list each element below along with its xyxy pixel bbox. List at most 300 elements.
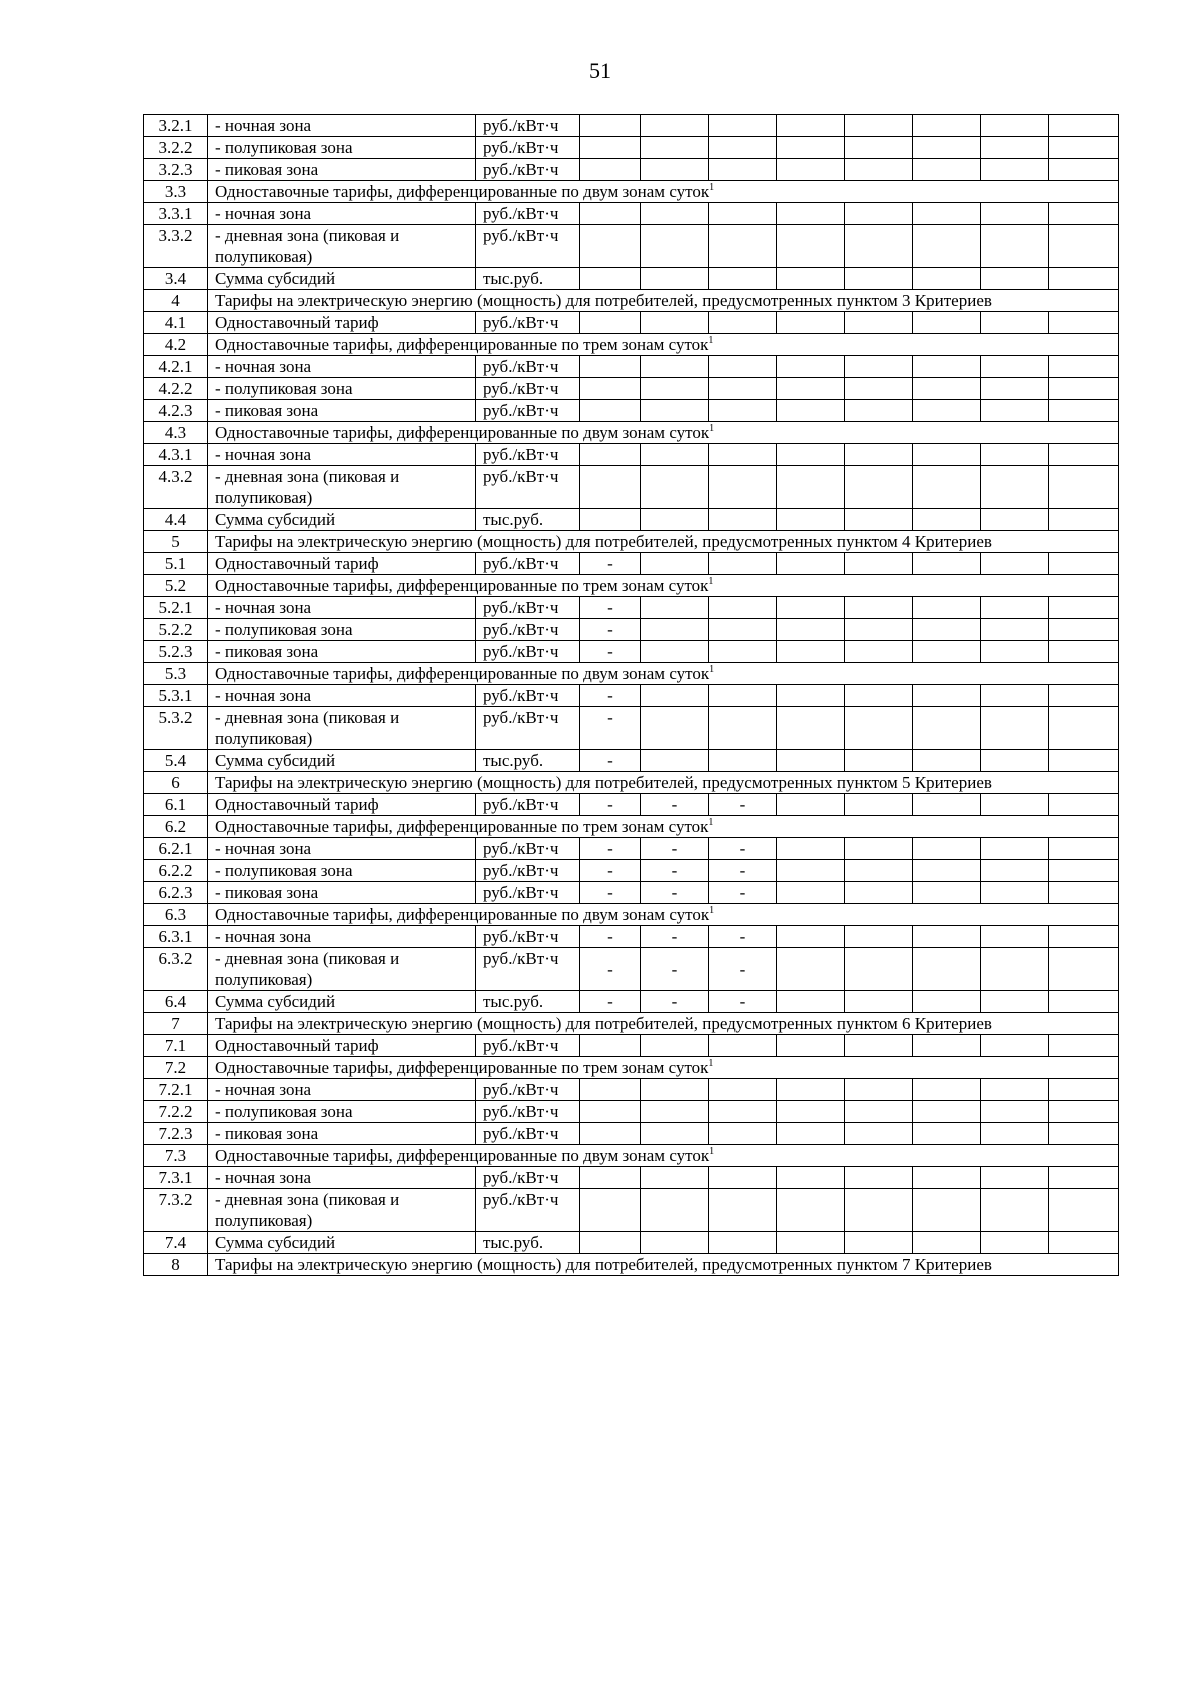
value-cell: -: [580, 838, 641, 860]
value-cell: [913, 991, 981, 1013]
row-label: - дневная зона (пиковая и полупиковая): [208, 466, 476, 509]
table-row: [144, 641, 1119, 663]
value-cell: [913, 948, 981, 991]
section-heading: [208, 422, 1119, 444]
table-row: [144, 159, 1119, 181]
value-cell: -: [580, 597, 641, 619]
row-number: 8: [144, 1254, 208, 1276]
value-cell: [981, 948, 1049, 991]
table-row: [144, 137, 1119, 159]
row-number: 3.4: [144, 268, 208, 290]
value-cell: [1049, 685, 1119, 707]
value-cell: [777, 882, 845, 904]
value-cell: -: [580, 794, 641, 816]
value-cell: -: [641, 991, 709, 1013]
value-cell: [777, 509, 845, 531]
value-cell: -: [580, 619, 641, 641]
value-cell: [641, 1035, 709, 1057]
table-row: [144, 663, 1119, 685]
value-cell: [777, 400, 845, 422]
row-label: - дневная зона (пиковая и полупиковая): [208, 707, 476, 750]
table-row: [144, 444, 1119, 466]
value-cell: [709, 707, 777, 750]
value-cell: [913, 378, 981, 400]
value-cell: -: [709, 926, 777, 948]
value-cell: [1049, 707, 1119, 750]
value-cell: [1049, 1123, 1119, 1145]
value-cell: [709, 378, 777, 400]
value-cell: [845, 1123, 913, 1145]
row-unit: тыс.руб.: [476, 750, 580, 772]
value-cell: [845, 509, 913, 531]
row-label: - ночная зона: [208, 203, 476, 225]
row-number: 7.1: [144, 1035, 208, 1057]
value-cell: [1049, 1035, 1119, 1057]
row-number: 7: [144, 1013, 208, 1035]
value-cell: [981, 991, 1049, 1013]
value-cell: [913, 838, 981, 860]
table-row: [144, 1057, 1119, 1079]
value-cell: [709, 312, 777, 334]
value-cell: [981, 137, 1049, 159]
table-row: [144, 1189, 1119, 1232]
row-label: - ночная зона: [208, 1167, 476, 1189]
value-cell: [777, 356, 845, 378]
value-cell: [845, 356, 913, 378]
row-unit: руб./кВт·ч: [476, 882, 580, 904]
value-cell: [777, 685, 845, 707]
value-cell: [981, 1232, 1049, 1254]
table-row: [144, 466, 1119, 509]
row-number: 5.2: [144, 575, 208, 597]
table-row: [144, 1145, 1119, 1167]
value-cell: [1049, 1189, 1119, 1232]
row-label: - ночная зона: [208, 1079, 476, 1101]
value-cell: [981, 685, 1049, 707]
value-cell: [845, 750, 913, 772]
value-cell: [709, 597, 777, 619]
section-heading-text: Тарифы на электрическую энергию (мощность) для потребителей, предусмотренных пунктом 4 Критериев: [215, 532, 992, 551]
value-cell: -: [580, 641, 641, 663]
row-unit: руб./кВт·ч: [476, 948, 580, 991]
value-cell: [709, 553, 777, 575]
value-cell: [913, 268, 981, 290]
value-cell: [913, 860, 981, 882]
row-number: 5.2.1: [144, 597, 208, 619]
value-cell: [1049, 597, 1119, 619]
value-cell: [777, 466, 845, 509]
value-cell: [845, 400, 913, 422]
table-row: [144, 1013, 1119, 1035]
section-heading-text: Одноставочные тарифы, дифференцированные по трем зонам суток: [215, 1058, 709, 1077]
row-number: 6.2.1: [144, 838, 208, 860]
value-cell: [709, 137, 777, 159]
value-cell: [913, 1189, 981, 1232]
value-cell: [845, 991, 913, 1013]
section-heading-text: Одноставочные тарифы, дифференцированные по двум зонам суток: [215, 423, 710, 442]
row-number: 3.2.3: [144, 159, 208, 181]
row-number: 4.2: [144, 334, 208, 356]
row-number: 4.3: [144, 422, 208, 444]
value-cell: [580, 1035, 641, 1057]
section-heading: [208, 1057, 1119, 1079]
value-cell: -: [709, 794, 777, 816]
value-cell: -: [580, 553, 641, 575]
value-cell: [845, 203, 913, 225]
table-row: [144, 838, 1119, 860]
value-cell: [641, 707, 709, 750]
footnote-marker: 1: [708, 576, 714, 587]
row-number: 5.1: [144, 553, 208, 575]
value-cell: [1049, 926, 1119, 948]
value-cell: [709, 268, 777, 290]
value-cell: [580, 1232, 641, 1254]
value-cell: [845, 707, 913, 750]
value-cell: -: [580, 860, 641, 882]
table-row: [144, 268, 1119, 290]
value-cell: [1049, 312, 1119, 334]
value-cell: [845, 619, 913, 641]
table-row: [144, 1035, 1119, 1057]
value-cell: [580, 378, 641, 400]
value-cell: [981, 597, 1049, 619]
row-label: Одноставочный тариф: [208, 1035, 476, 1057]
table-row: [144, 991, 1119, 1013]
table-body: [144, 115, 1119, 1276]
value-cell: [981, 1035, 1049, 1057]
value-cell: [641, 1079, 709, 1101]
value-cell: [981, 1079, 1049, 1101]
row-label: - ночная зона: [208, 926, 476, 948]
value-cell: [580, 1101, 641, 1123]
section-heading: [208, 1254, 1119, 1276]
row-unit: руб./кВт·ч: [476, 1123, 580, 1145]
footnote-marker: 1: [709, 182, 715, 193]
row-label: - пиковая зона: [208, 641, 476, 663]
value-cell: -: [580, 882, 641, 904]
row-number: 5.3: [144, 663, 208, 685]
section-heading-text: Одноставочные тарифы, дифференцированные по двум зонам суток: [215, 664, 710, 683]
value-cell: [777, 115, 845, 137]
row-label: - пиковая зона: [208, 159, 476, 181]
value-cell: [913, 356, 981, 378]
row-number: 5.3.1: [144, 685, 208, 707]
section-heading-text: Тарифы на электрическую энергию (мощность) для потребителей, предусмотренных пунктом 6 Критериев: [215, 1014, 992, 1033]
value-cell: [1049, 115, 1119, 137]
value-cell: [709, 400, 777, 422]
row-number: 7.3: [144, 1145, 208, 1167]
value-cell: [913, 794, 981, 816]
value-cell: [777, 159, 845, 181]
row-number: 5.2.2: [144, 619, 208, 641]
row-label: Сумма субсидий: [208, 268, 476, 290]
value-cell: [913, 707, 981, 750]
row-number: 6.2.3: [144, 882, 208, 904]
row-unit: руб./кВт·ч: [476, 597, 580, 619]
row-number: 6.2.2: [144, 860, 208, 882]
value-cell: [913, 137, 981, 159]
value-cell: [709, 1232, 777, 1254]
value-cell: [1049, 991, 1119, 1013]
section-heading: [208, 334, 1119, 356]
row-label: - дневная зона (пиковая и полупиковая): [208, 1189, 476, 1232]
value-cell: [913, 641, 981, 663]
row-unit: тыс.руб.: [476, 509, 580, 531]
value-cell: [709, 750, 777, 772]
value-cell: -: [709, 838, 777, 860]
value-cell: [981, 225, 1049, 268]
value-cell: [981, 619, 1049, 641]
table-row: [144, 750, 1119, 772]
value-cell: [913, 882, 981, 904]
row-number: 3.3: [144, 181, 208, 203]
value-cell: -: [641, 948, 709, 991]
row-unit: руб./кВт·ч: [476, 860, 580, 882]
row-unit: руб./кВт·ч: [476, 312, 580, 334]
section-heading-text: Одноставочные тарифы, дифференцированные по двум зонам суток: [215, 905, 710, 924]
row-number: 3.2.2: [144, 137, 208, 159]
table-row: [144, 509, 1119, 531]
value-cell: [981, 1101, 1049, 1123]
value-cell: [1049, 948, 1119, 991]
row-unit: руб./кВт·ч: [476, 1079, 580, 1101]
value-cell: [641, 444, 709, 466]
table-row: [144, 290, 1119, 312]
value-cell: [913, 1232, 981, 1254]
value-cell: [981, 159, 1049, 181]
row-unit: тыс.руб.: [476, 1232, 580, 1254]
value-cell: [845, 466, 913, 509]
value-cell: [777, 948, 845, 991]
value-cell: [913, 619, 981, 641]
row-label: Одноставочный тариф: [208, 312, 476, 334]
value-cell: [981, 794, 1049, 816]
row-number: 5.4: [144, 750, 208, 772]
row-number: 6.4: [144, 991, 208, 1013]
row-unit: руб./кВт·ч: [476, 1167, 580, 1189]
value-cell: [777, 203, 845, 225]
value-cell: [845, 378, 913, 400]
row-label: - полупиковая зона: [208, 619, 476, 641]
page-number: 51: [589, 58, 611, 83]
tariff-table: [143, 114, 1119, 1276]
row-label: Сумма субсидий: [208, 750, 476, 772]
row-number: 4: [144, 290, 208, 312]
value-cell: [845, 225, 913, 268]
value-cell: [580, 312, 641, 334]
value-cell: [709, 1123, 777, 1145]
footnote-marker: 1: [708, 1058, 714, 1069]
value-cell: [777, 926, 845, 948]
value-cell: [580, 356, 641, 378]
value-cell: [845, 794, 913, 816]
section-heading: [208, 575, 1119, 597]
value-cell: [1049, 750, 1119, 772]
value-cell: [845, 1189, 913, 1232]
value-cell: [981, 400, 1049, 422]
row-label: - ночная зона: [208, 838, 476, 860]
value-cell: [981, 641, 1049, 663]
row-unit: руб./кВт·ч: [476, 466, 580, 509]
value-cell: [580, 203, 641, 225]
row-number: 4.2.2: [144, 378, 208, 400]
value-cell: [981, 882, 1049, 904]
row-unit: руб./кВт·ч: [476, 225, 580, 268]
value-cell: [1049, 466, 1119, 509]
value-cell: [709, 225, 777, 268]
value-cell: [777, 1123, 845, 1145]
table-row: [144, 575, 1119, 597]
value-cell: [845, 115, 913, 137]
row-number: 7.2.3: [144, 1123, 208, 1145]
value-cell: [580, 444, 641, 466]
value-cell: [709, 444, 777, 466]
value-cell: [1049, 509, 1119, 531]
table-row: [144, 1167, 1119, 1189]
value-cell: [913, 400, 981, 422]
value-cell: [777, 1035, 845, 1057]
row-number: 5.2.3: [144, 641, 208, 663]
value-cell: [845, 444, 913, 466]
table-row: [144, 685, 1119, 707]
row-unit: руб./кВт·ч: [476, 685, 580, 707]
row-unit: руб./кВт·ч: [476, 794, 580, 816]
value-cell: [641, 356, 709, 378]
section-heading-text: Одноставочные тарифы, дифференцированные по двум зонам суток: [215, 1146, 710, 1165]
table-row: [144, 203, 1119, 225]
section-heading: [208, 1145, 1119, 1167]
row-unit: тыс.руб.: [476, 268, 580, 290]
row-unit: руб./кВт·ч: [476, 1101, 580, 1123]
value-cell: -: [580, 685, 641, 707]
value-cell: [981, 553, 1049, 575]
value-cell: [777, 1101, 845, 1123]
table-row: [144, 794, 1119, 816]
row-label: - пиковая зона: [208, 400, 476, 422]
row-number: 7.2: [144, 1057, 208, 1079]
value-cell: [913, 203, 981, 225]
value-cell: [981, 378, 1049, 400]
value-cell: [641, 509, 709, 531]
table-row: [144, 356, 1119, 378]
row-number: 4.3.1: [144, 444, 208, 466]
table-row: [144, 707, 1119, 750]
value-cell: [641, 685, 709, 707]
footnote-marker: 1: [709, 1146, 715, 1157]
row-number: 6: [144, 772, 208, 794]
table-row: [144, 181, 1119, 203]
row-label: - ночная зона: [208, 115, 476, 137]
table-row: [144, 772, 1119, 794]
row-number: 5: [144, 531, 208, 553]
value-cell: [913, 159, 981, 181]
value-cell: [913, 115, 981, 137]
value-cell: [981, 838, 1049, 860]
value-cell: [913, 1079, 981, 1101]
value-cell: [1049, 203, 1119, 225]
table-row: [144, 400, 1119, 422]
table-row: [144, 1232, 1119, 1254]
row-unit: руб./кВт·ч: [476, 707, 580, 750]
row-number: 6.2: [144, 816, 208, 838]
section-heading: [208, 1013, 1119, 1035]
value-cell: [641, 597, 709, 619]
footnote-marker: 1: [709, 423, 715, 434]
value-cell: -: [709, 882, 777, 904]
row-unit: руб./кВт·ч: [476, 838, 580, 860]
value-cell: [1049, 268, 1119, 290]
section-heading: [208, 531, 1119, 553]
row-number: 3.3.2: [144, 225, 208, 268]
row-unit: руб./кВт·ч: [476, 926, 580, 948]
row-number: 4.2.1: [144, 356, 208, 378]
section-heading-text: Одноставочные тарифы, дифференцированные по двум зонам суток: [215, 182, 710, 201]
table-row: [144, 860, 1119, 882]
row-unit: руб./кВт·ч: [476, 444, 580, 466]
value-cell: [641, 1189, 709, 1232]
row-number: 5.3.2: [144, 707, 208, 750]
value-cell: [641, 159, 709, 181]
value-cell: [777, 707, 845, 750]
table-row: [144, 553, 1119, 575]
section-heading-text: Одноставочные тарифы, дифференцированные по трем зонам суток: [215, 817, 709, 836]
value-cell: [981, 356, 1049, 378]
value-cell: [1049, 137, 1119, 159]
value-cell: [777, 1189, 845, 1232]
value-cell: [777, 225, 845, 268]
value-cell: [777, 750, 845, 772]
value-cell: [777, 312, 845, 334]
value-cell: [580, 400, 641, 422]
section-heading-text: Тарифы на электрическую энергию (мощность) для потребителей, предусмотренных пунктом 7 Критериев: [215, 1255, 992, 1274]
value-cell: [845, 1079, 913, 1101]
section-heading: [208, 290, 1119, 312]
value-cell: [777, 378, 845, 400]
row-label: - полупиковая зона: [208, 378, 476, 400]
row-number: 3.3.1: [144, 203, 208, 225]
row-number: 7.3.2: [144, 1189, 208, 1232]
value-cell: [845, 1035, 913, 1057]
value-cell: [845, 1167, 913, 1189]
row-label: - полупиковая зона: [208, 1101, 476, 1123]
value-cell: [981, 1123, 1049, 1145]
value-cell: [777, 641, 845, 663]
value-cell: [641, 1101, 709, 1123]
row-label: Сумма субсидий: [208, 509, 476, 531]
value-cell: [981, 707, 1049, 750]
table-row: [144, 1254, 1119, 1276]
value-cell: [580, 137, 641, 159]
value-cell: [845, 926, 913, 948]
value-cell: [913, 312, 981, 334]
value-cell: [1049, 838, 1119, 860]
value-cell: [1049, 860, 1119, 882]
table-row: [144, 597, 1119, 619]
value-cell: [913, 1167, 981, 1189]
value-cell: [580, 466, 641, 509]
value-cell: [845, 641, 913, 663]
value-cell: [709, 203, 777, 225]
value-cell: [981, 115, 1049, 137]
row-label: - пиковая зона: [208, 882, 476, 904]
value-cell: [1049, 882, 1119, 904]
value-cell: -: [641, 794, 709, 816]
value-cell: [845, 312, 913, 334]
value-cell: [845, 860, 913, 882]
value-cell: [845, 597, 913, 619]
value-cell: -: [709, 991, 777, 1013]
value-cell: [913, 553, 981, 575]
